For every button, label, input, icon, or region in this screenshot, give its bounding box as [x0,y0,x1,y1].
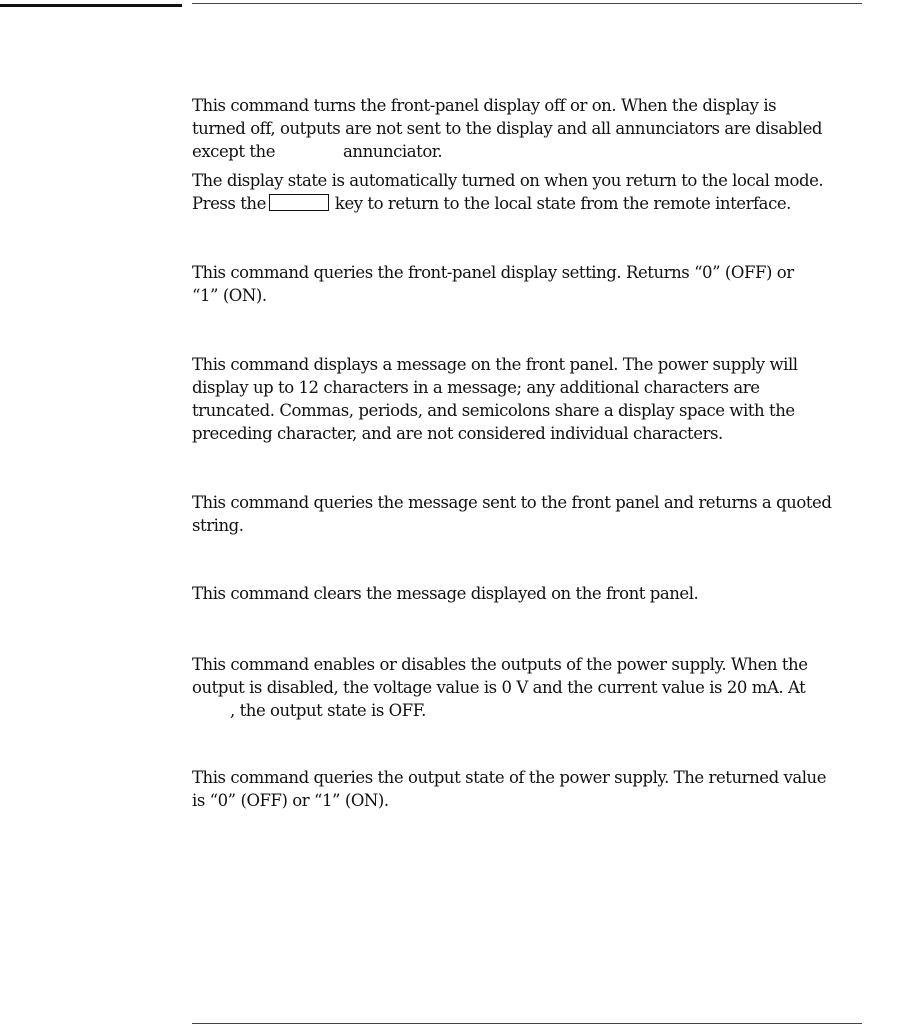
paragraph-display-query [192,261,862,307]
text-line: This command displays a message on the front panel. The power supply will [192,355,798,374]
text-fragment: key to return to the local state from the remote interface. [334,194,791,213]
text-line: display up to 12 characters in a message; any additional characters are [192,378,760,397]
text-fragment: annunciator. [343,142,443,161]
footer-rule [192,1023,862,1024]
front-panel-key-icon [269,194,329,211]
text-line: is “0” (OFF) or “1” (ON). [192,791,389,810]
paragraph-display-restore [192,169,862,215]
text-fragment: , the output state is OFF. [230,701,426,720]
text-line [192,140,862,163]
text-line [192,192,862,215]
text-fragment: except the [192,142,276,161]
text-line: “1” (ON). [192,286,267,305]
paragraph-display-state [192,94,862,163]
text-line: The display state is automatically turned on when you return to the local mode. [192,171,824,190]
text-line [192,699,862,722]
text-line: This command enables or disables the outputs of the power supply. When the [192,655,808,674]
header-rule-thin [192,3,862,4]
paragraph-display-text-query [192,491,862,537]
paragraph-display-text [192,353,862,445]
text-line: string. [192,516,244,535]
text-line: This command queries the output state of the power supply. The returned value [192,768,827,787]
text-line: truncated. Commas, periods, and semicolons share a display space with the [192,401,795,420]
paragraph-display-text-clear [192,582,862,605]
text-fragment: Press the [192,194,266,213]
paragraph-output-query [192,766,862,812]
text-line: This command queries the message sent to the front panel and returns a quoted [192,493,832,512]
paragraph-output-state [192,653,862,722]
text-line: This command queries the front-panel display setting. Returns “0” (OFF) or [192,263,794,282]
text-line: turned off, outputs are not sent to the display and all annunciators are disabled [192,119,823,138]
text-line: output is disabled, the voltage value is 0 V and the current value is 20 mA. At [192,678,806,697]
text-line: preceding character, and are not considered individual characters. [192,424,723,443]
text-line: This command turns the front-panel display off or on. When the display is [192,96,777,115]
header-rule-thick [0,4,182,7]
text-line: This command clears the message displayed on the front panel. [192,584,699,603]
